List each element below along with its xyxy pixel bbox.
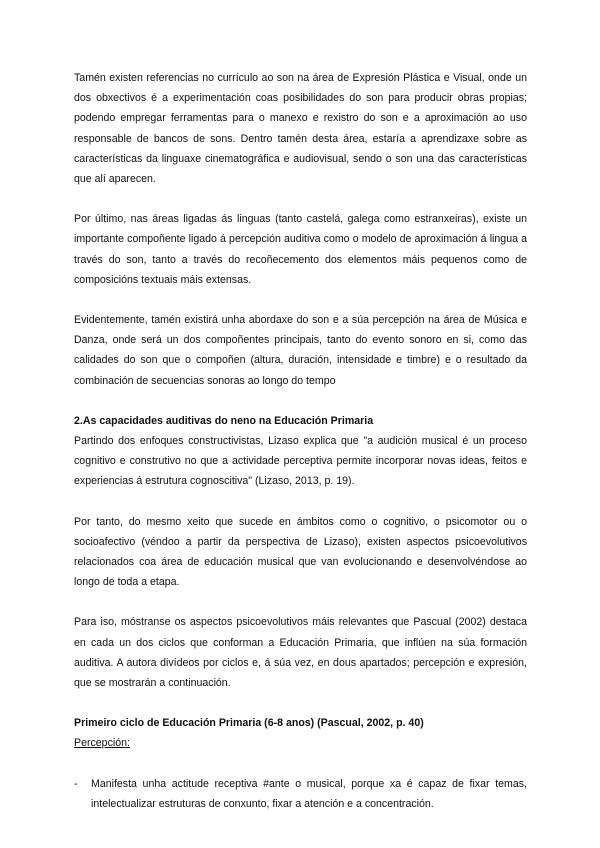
paragraph-lizaso-quote: Partindo dos enfoques constructivistas, Lizaso explica que "a audición musical é un proceso cognitivo e construtivo no que a actividade perceptiva permite incorporar novas ideas, feitos e experiencias á estrutura cognoscitiva" (Lizaso, 2013, p. 19). — [74, 435, 527, 488]
paragraph-gap — [74, 391, 527, 411]
section-heading-capacidades-auditivas: 2.As capacidades auditivas do neno na Educación Primaria — [74, 414, 374, 427]
paragraph-gap — [74, 492, 527, 512]
paragraph-gap — [74, 754, 527, 774]
bullet-text: Manifesta unha actitude receptiva #ante o musical, porque xa é capaz de fixar temas, intelectualizar estruturas de conxunto, fixar a atención e a concentración. — [91, 777, 527, 810]
paragraph-gap — [74, 290, 527, 310]
perception-bullet-list — [74, 774, 527, 814]
paragraph-areas-linguas: Por último, nas áreas ligadas ás linguas (tanto castelá, galega como estranxeiras), existe un importante compoñente ligado á percepción auditiva como o modelo de aproximación á lingua a través do son, tanto a través do recoñecemento dos elementos máis pequenos como de composicións textuais máis extensas. — [74, 213, 527, 286]
paragraph-expresion-plastica: Tamén existen referencias no currículo ao son na área de Expresión Plástica e Visual, onde un dos obxectivos é a experimentación coas posibilidades do son para producir obras propias; podendo empregar ferramentas para o manexo e rexistro do son e a aproximación ao uso responsable de bancos de sons. Dentro tamén desta área, estaría a aprendizaxe sobre as características da linguaxe cinematográfica e audiovisual, sendo o son una das características que alí aparecen. — [74, 72, 527, 186]
list-item — [74, 774, 527, 814]
paragraph-gap — [74, 693, 527, 713]
subheading-percepcion: Percepción: — [74, 737, 130, 750]
paragraph-gap — [74, 592, 527, 612]
bullet-marker: - — [74, 777, 78, 790]
paragraph-gap — [74, 189, 527, 209]
paragraph-pascual-ciclos: Para iso, móstranse os aspectos psicoevolutivos máis relevantes que Pascual (2002) destaca en cada un dos ciclos que conforman a Educación Primaria, que inflúen na súa formación auditiva. A autora divídeos por ciclos e, á súa vez, en dous apartados; percepción e expresión, que se mostrarán a continuación. — [74, 616, 527, 690]
document-page — [74, 68, 527, 814]
subsection-heading-primeiro-ciclo: Primeiro ciclo de Educación Primaria (6-8 anos) (Pascual, 2002, p. 40) — [74, 717, 424, 730]
paragraph-aspectos-psicoevolutivos: Por tanto, do mesmo xeito que sucede en ámbitos como o cognitivo, o psicomotor ou o socioafectivo (véndoo a partir da perspectiva de Lizaso), existen aspectos psicoevolutivos relacionados coa área de educación musical que van evolucionando e desenvolvéndose ao longo de toda a etapa. — [74, 515, 527, 589]
paragraph-musica-danza: Evidentemente, tamén existirá unha abordaxe do son e a súa percepción na área de Música e Danza, onde será un dos compoñentes principais, tanto do evento sonoro en si, como das calidades do son que o compoñen (altura, duración, intensidade e timbre) e o resultado da combinación de secuencias sonoras ao longo do tempo — [74, 314, 527, 387]
